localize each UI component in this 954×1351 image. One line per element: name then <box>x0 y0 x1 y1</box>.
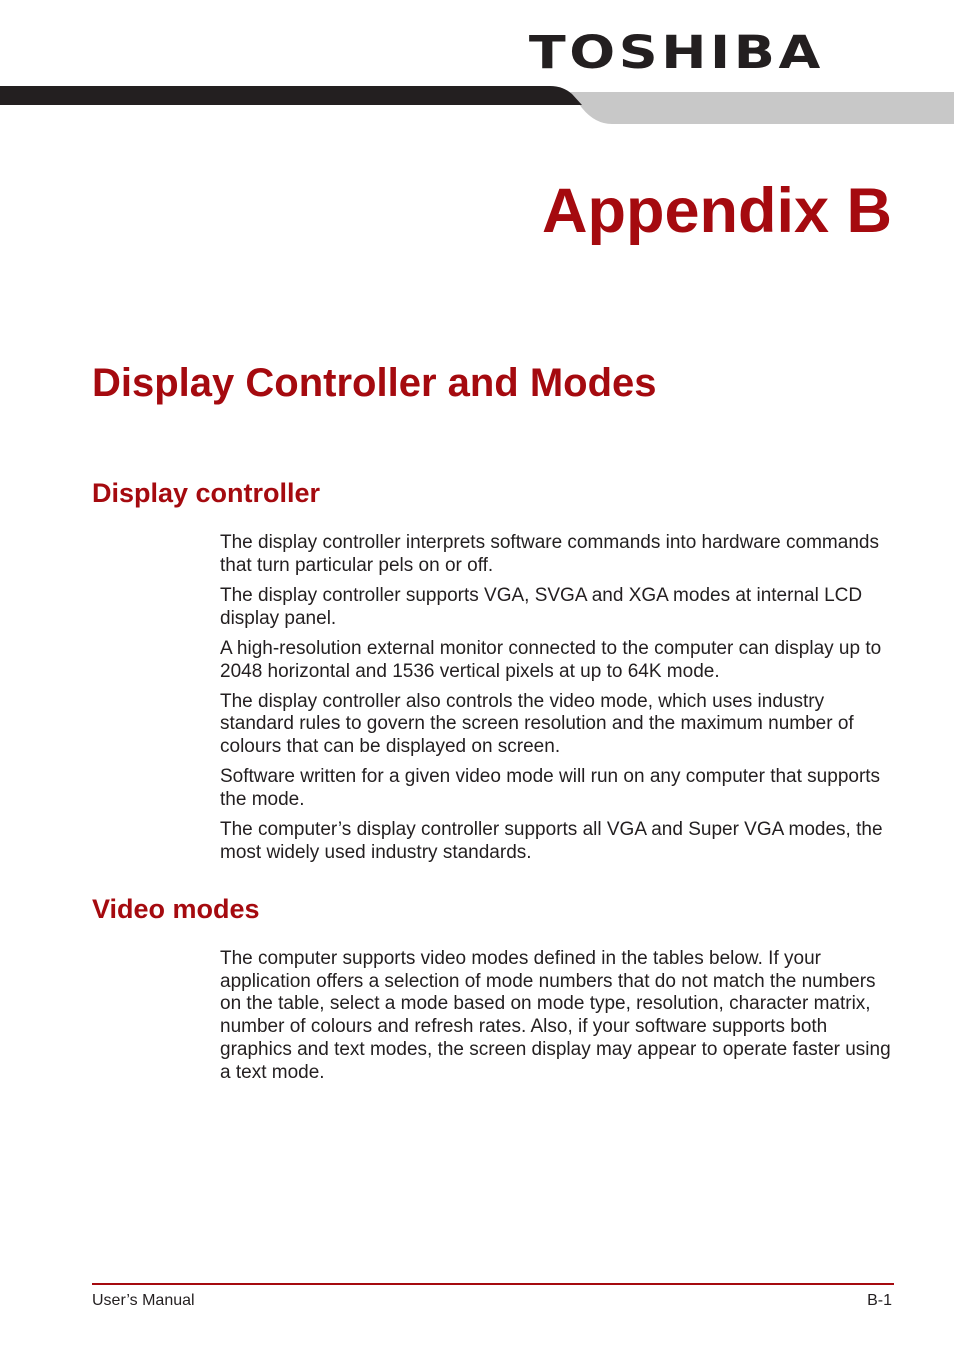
paragraph: A high-resolution external monitor connected to the computer can display up to 2048 horizontal and 1536 vertical pixels at up to 64K mode. <box>220 637 882 682</box>
paragraph: The display controller supports VGA, SVGA and XGA modes at internal LCD display panel. <box>220 584 863 629</box>
header-band <box>0 84 954 126</box>
paragraph: The computer supports video modes defined in the tables below. If your application offers a selection of mode numbers that do not match the numbers on the table, select a mode based on mode type, resolution, character matrix, number of colours and refresh rates. Also, if your software supports both graphics and text modes, the screen display may appear to operate faster using a text mode. <box>220 948 891 1083</box>
footer-manual-title: User’s Manual <box>92 1292 195 1309</box>
chapter-title: Appendix B <box>541 176 892 246</box>
section-title: Display Controller and Modes <box>92 361 657 405</box>
footer-rule <box>92 1283 894 1285</box>
paragraph: The display controller also controls the video mode, which uses industry standard rules to govern the screen resolution and the maximum number of colours that can be displayed on screen. <box>220 690 854 758</box>
page-number: B-1 <box>867 1292 892 1309</box>
paragraph: The display controller interprets software commands into hardware commands that turn particular pels on or off. <box>220 532 879 576</box>
toshiba-logo: TOSHIBA <box>528 26 824 79</box>
header-band-light <box>570 92 954 124</box>
video-modes-body <box>220 948 900 1092</box>
display-controller-body <box>220 532 900 872</box>
paragraph: The computer’s display controller supports all VGA and Super VGA modes, the most widely used industry standards. <box>220 819 883 863</box>
paragraph: Software written for a given video mode will run on any computer that supports the mode. <box>220 766 881 811</box>
header-band-dark <box>0 86 582 105</box>
subsection-heading-display-controller: Display controller <box>92 478 321 508</box>
subsection-heading-video-modes: Video modes <box>92 894 260 924</box>
